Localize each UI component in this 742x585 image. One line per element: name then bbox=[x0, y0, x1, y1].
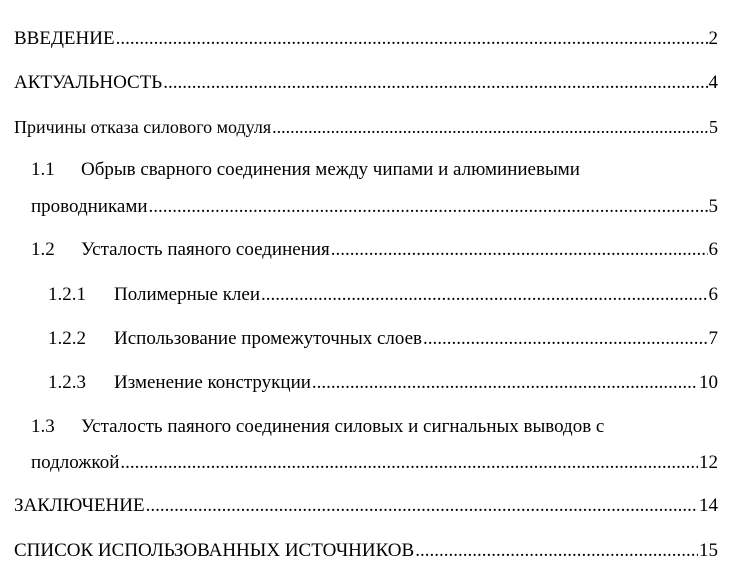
toc-page-number: 15 bbox=[699, 540, 718, 561]
toc-dot-leader bbox=[261, 284, 707, 306]
toc-entry-references[interactable] bbox=[14, 540, 718, 562]
toc-section-number: 1.2 bbox=[31, 239, 55, 260]
toc-section-number: 1.2.1 bbox=[48, 284, 86, 305]
toc-dot-leader bbox=[331, 239, 708, 261]
toc-dot-leader bbox=[272, 116, 708, 138]
toc-entry-title: СПИСОК ИСПОЛЬЗОВАННЫХ ИСТОЧНИКОВ bbox=[14, 540, 415, 561]
toc-entry-title: Изменение конструкции bbox=[114, 372, 311, 393]
toc-entry-title: ВВЕДЕНИЕ bbox=[14, 28, 115, 49]
toc-entry-1-2[interactable] bbox=[31, 239, 718, 261]
toc-entry-1-2-2[interactable] bbox=[48, 328, 718, 350]
toc-dot-leader bbox=[415, 540, 698, 562]
toc-dot-leader bbox=[116, 28, 708, 50]
toc-dot-leader bbox=[149, 196, 708, 218]
toc-entry-title-continuation: проводниками bbox=[31, 196, 148, 217]
toc-dot-leader bbox=[312, 372, 698, 394]
toc-entry-1-2-3[interactable] bbox=[48, 372, 718, 394]
toc-entry-title: Полимерные клеи bbox=[114, 284, 261, 305]
toc-dot-leader bbox=[120, 452, 698, 474]
toc-entry-title: АКТУАЛЬНОСТЬ bbox=[14, 72, 163, 93]
toc-page-number: 5 bbox=[709, 117, 718, 137]
toc-entry-failure-causes[interactable] bbox=[14, 116, 718, 138]
toc-section-number: 1.3 bbox=[31, 416, 55, 437]
toc-entry-title: Обрыв сварного соединения между чипами и алюминиевыми bbox=[81, 159, 580, 180]
toc-entry-title-continuation: подложкой bbox=[31, 452, 120, 473]
toc-entry-1-3-first-line[interactable] bbox=[31, 416, 604, 438]
toc-entry-1-1-second-line[interactable] bbox=[31, 196, 718, 218]
toc-entry-1-3-second-line[interactable] bbox=[31, 452, 718, 474]
toc-entry-relevance[interactable] bbox=[14, 72, 718, 94]
toc-dot-leader bbox=[163, 72, 707, 94]
toc-entry-title: Усталость паяного соединения bbox=[81, 239, 330, 260]
toc-page-number: 2 bbox=[708, 28, 718, 49]
toc-page-number: 10 bbox=[699, 372, 718, 393]
toc-entry-title: Причины отказа силового модуля bbox=[14, 117, 272, 137]
toc-dot-leader bbox=[423, 328, 707, 350]
toc-entry-introduction[interactable] bbox=[14, 28, 718, 50]
toc-section-number: 1.2.2 bbox=[48, 328, 86, 349]
toc-dot-leader bbox=[146, 495, 698, 517]
toc-entry-title: ЗАКЛЮЧЕНИЕ bbox=[14, 495, 145, 516]
toc-entry-1-1-first-line[interactable] bbox=[31, 159, 580, 181]
toc-entry-1-2-1[interactable] bbox=[48, 284, 718, 306]
toc-page-number: 7 bbox=[708, 328, 718, 349]
toc-section-number: 1.1 bbox=[31, 159, 55, 180]
toc-page-number: 4 bbox=[708, 72, 718, 93]
toc-page-number: 5 bbox=[708, 196, 718, 217]
toc-entry-title: Усталость паяного соединения силовых и сигнальных выводов с bbox=[81, 416, 605, 437]
toc-section-number: 1.2.3 bbox=[48, 372, 86, 393]
toc-page-number: 6 bbox=[708, 239, 718, 260]
toc-page-number: 12 bbox=[699, 452, 718, 473]
toc-page-number: 14 bbox=[699, 495, 718, 516]
toc-entry-conclusion[interactable] bbox=[14, 495, 718, 517]
toc-entry-title: Использование промежуточных слоев bbox=[114, 328, 423, 349]
toc-page-number: 6 bbox=[708, 284, 718, 305]
